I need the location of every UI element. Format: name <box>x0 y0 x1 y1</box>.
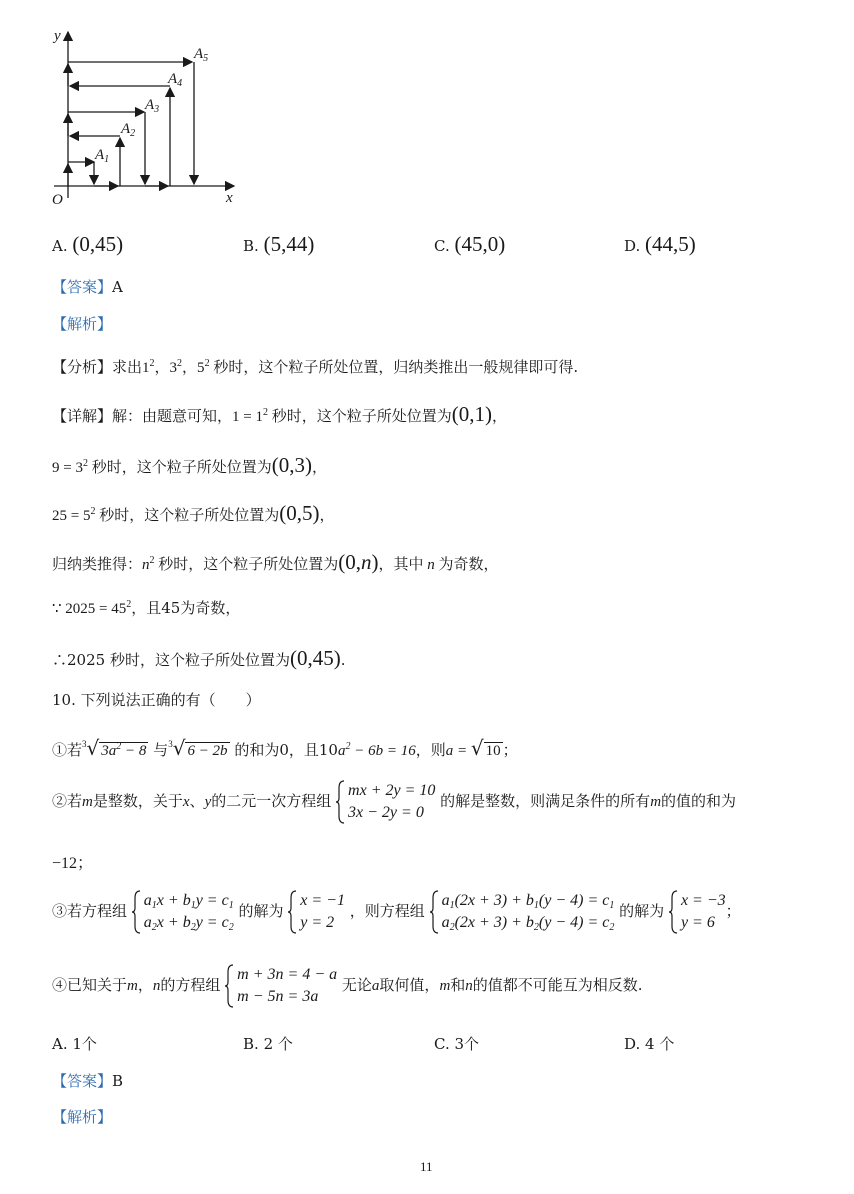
origin-label: O <box>52 192 63 206</box>
q9-option-c[interactable]: C. (45,0) <box>434 232 506 256</box>
q9-option-d[interactable]: D. (44,5) <box>624 232 696 256</box>
q10-statement-1: ①若$^3$√ $3a^2 - 8$ 与$^3$√ 6 − 2b 的和为0，且$10a^2 - 6b = 16$，则a = √ 10 ； <box>52 736 518 760</box>
q10-statement-3: ③若方程组 $a_1x + b_1y = c_1$ $a_2x + b_2y = c_2$ 的解为 x = −1 y = 2 ，则方程组 $a_1(2x + 3) + b_1(y - 4) = c_1$ $a_2(2x + 3) + b_2(y - 4) = c_2$ 的解为 x = −3 y = 6 ； <box>52 892 741 933</box>
q9-fenxi: 【分析】求出$1^2$，$3^2$，$5^2$ 秒时，这个粒子所处位置，归纳类推出一般规律即可得. <box>52 358 579 376</box>
x-axis-label: x <box>226 190 233 206</box>
y-axis-label: y <box>54 28 61 44</box>
q9-option-b[interactable]: B. (5,44) <box>243 232 315 256</box>
q10-option-a[interactable]: A. 1个 <box>52 1035 97 1053</box>
point-label-a1: $A_1$ <box>95 147 110 165</box>
q9-answer: 【答案】A <box>52 278 123 296</box>
answer-tag: 【答案】 <box>52 278 113 296</box>
q10-option-d[interactable]: D. 4 个 <box>624 1035 675 1053</box>
q10-option-b[interactable]: B. 2 个 <box>243 1035 293 1053</box>
point-label-a5: $A_5$ <box>194 46 209 64</box>
particle-path-figure <box>48 26 248 206</box>
q9-detail-line-1: 【详解】解：由题意可知，$1 = 1^2$ 秒时，这个粒子所处位置为(0,1)， <box>52 402 508 426</box>
q10-answer: 【答案】B <box>52 1072 124 1090</box>
q10-statement-2-line-2: −12； <box>52 855 94 872</box>
q10-stem: 10. 下列说法正确的有（ ） <box>52 691 261 709</box>
q10-statement-2: ②若m是整数，关于x、y的二元一次方程组 mx + 2y = 10 3x − 2y = 0 的解是整数，则满足条件的所有m的值的和为 <box>52 780 736 824</box>
q10-option-c[interactable]: C. 3个 <box>434 1035 480 1053</box>
q9-analysis-tag: 【解析】 <box>52 315 113 333</box>
point-label-a4: $A_4$ <box>168 71 183 89</box>
point-label-a2: $A_2$ <box>121 121 136 139</box>
equation-system-2: mx + 2y = 10 3x − 2y = 0 <box>336 780 435 824</box>
q10-analysis-tag: 【解析】 <box>52 1108 113 1126</box>
q9-detail-line-4: 归纳类推得：$n^2$ 秒时，这个粒子所处位置为(0,n)，其中 n 为奇数， <box>52 550 499 574</box>
q9-detail-line-2: $9 = 3^2$ 秒时，这个粒子所处位置为(0,3)， <box>52 453 327 477</box>
page-number: 11 <box>420 1159 433 1174</box>
answer-tag: 【答案】 <box>52 1072 113 1090</box>
q10-statement-4: ④已知关于m，n的方程组 m + 3n = 4 − a m − 5n = 3a 无论a取何值，m和n的值都不可能互为相反数. <box>52 966 643 1005</box>
q9-detail-line-3: $25 = 5^2$ 秒时，这个粒子所处位置为(0,5)， <box>52 501 335 525</box>
q9-detail-line-5: ∵ $2025 = 45^2$，且45为奇数， <box>52 599 241 617</box>
point-label-a3: $A_3$ <box>145 97 160 115</box>
q9-detail-line-6: ∴2025 秒时，这个粒子所处位置为(0,45). <box>52 646 346 670</box>
q9-option-a[interactable]: A. (0,45) <box>52 232 124 256</box>
